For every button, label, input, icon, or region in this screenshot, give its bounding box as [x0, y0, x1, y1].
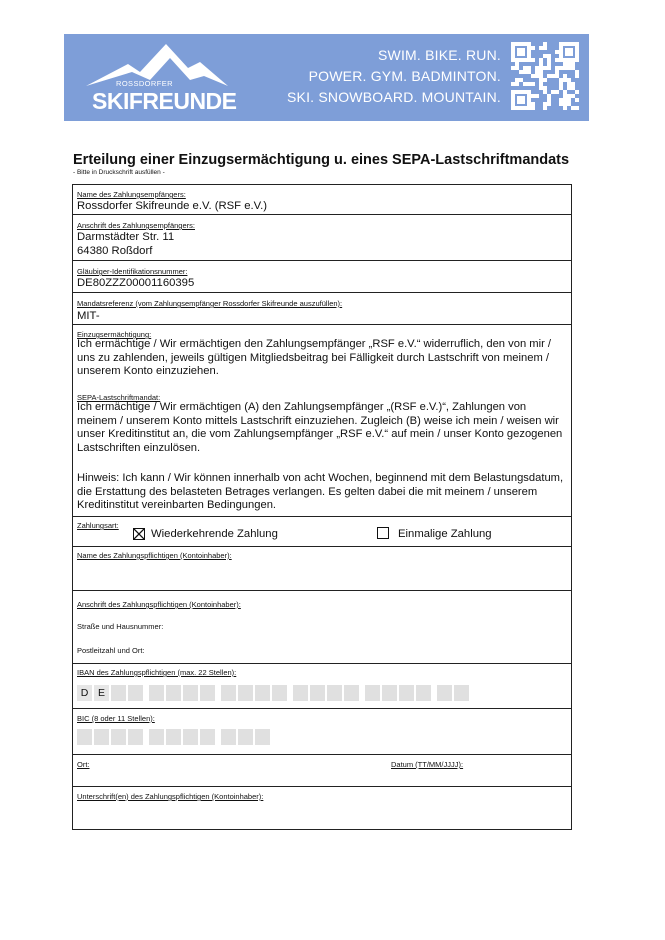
mandate-ref-label: Mandatsreferenz (vom Zahlungsempfänger Rossdorfer Skifreunde auszufüllen):: [77, 299, 343, 308]
creditor-id-label: Gläubiger-Identifikationsnummer:: [77, 267, 188, 276]
payment-type-label: Zahlungsart:: [77, 521, 119, 530]
slogan-line: SKI. SNOWBOARD. MOUNTAIN.: [287, 89, 501, 105]
digit-cell[interactable]: [111, 729, 126, 745]
digit-cell[interactable]: [166, 685, 181, 701]
date-label: Datum (TT/MM/JJJJ):: [391, 760, 464, 769]
mandate-ref-value[interactable]: MIT-: [77, 310, 100, 322]
digit-cell[interactable]: [399, 685, 414, 701]
digit-cell[interactable]: [310, 685, 325, 701]
mandate-form: [72, 184, 572, 830]
logo-big-text: SKIFREUNDE: [92, 88, 237, 114]
digit-cell[interactable]: [365, 685, 380, 701]
place-date-row[interactable]: [73, 755, 571, 787]
payee-address-label: Anschrift des Zahlungsempfängers:: [77, 221, 195, 230]
place-label: Ort:: [77, 760, 90, 769]
digit-cell[interactable]: [416, 685, 431, 701]
payee-name-row: [73, 185, 571, 215]
digit-cell[interactable]: [200, 685, 215, 701]
digit-cell[interactable]: [128, 685, 143, 701]
iban-row: [73, 664, 571, 709]
iban-label: IBAN des Zahlungspflichtigen (max. 22 Stellen):: [77, 668, 237, 677]
digit-cell[interactable]: [437, 685, 452, 701]
sepa-label: SEPA-Lastschriftmandat:: [77, 393, 161, 402]
digit-cell[interactable]: [221, 685, 236, 701]
slogan-line: SWIM. BIKE. RUN.: [378, 47, 501, 63]
bic-row: [73, 709, 571, 755]
digit-cell[interactable]: [221, 729, 236, 745]
payment-type-row: [73, 517, 571, 547]
digit-cell[interactable]: [183, 729, 198, 745]
recurring-payment-checkbox[interactable]: [133, 528, 145, 540]
page-title: Erteilung einer Einzugsermächtigung u. eines SEPA-Lastschriftmandats: [73, 152, 570, 168]
recurring-payment-label: Wiederkehrende Zahlung: [151, 528, 278, 540]
digit-cell[interactable]: D: [77, 685, 92, 701]
digit-cell[interactable]: [327, 685, 342, 701]
one-time-payment-label: Einmalige Zahlung: [398, 528, 492, 540]
one-time-payment-checkbox[interactable]: [377, 527, 389, 539]
club-logo: [78, 40, 237, 118]
creditor-id-value: DE80ZZZ00001160395: [77, 277, 195, 289]
signature-label: Unterschrift(en) des Zahlungspflichtigen (Kontoinhaber):: [77, 792, 264, 801]
digit-cell[interactable]: [94, 729, 109, 745]
digit-cell[interactable]: [382, 685, 397, 701]
mandate-ref-row: [73, 293, 571, 325]
digit-cell[interactable]: [293, 685, 308, 701]
street-label: Straße und Hausnummer:: [77, 622, 164, 631]
payee-address-line2: 64380 Roßdorf: [77, 245, 153, 257]
logo-small-text: ROSSDORFER: [116, 79, 173, 88]
digit-cell[interactable]: [272, 685, 287, 701]
creditor-id-row: [73, 261, 571, 293]
digit-cell[interactable]: [128, 729, 143, 745]
payee-address-line1: Darmstädter Str. 11: [77, 231, 175, 243]
digit-cell[interactable]: [454, 685, 469, 701]
payer-address-label: Anschrift des Zahlungspflichtigen (Kontoinhaber):: [77, 600, 241, 609]
sepa-hint: Hinweis: Ich kann / Wir können innerhalb von acht Wochen, beginnend mit dem Belastungsdatum, die Erstattung des belasteten Betrages verlangen. Es gelten dabei die mit meinem / unserem Kreditinstitut vereinbarten Bedingungen.: [77, 472, 564, 512]
payer-address-row[interactable]: [73, 591, 571, 664]
digit-cell[interactable]: [149, 685, 164, 701]
mandate-text-row: [73, 325, 571, 517]
digit-cell[interactable]: [255, 729, 270, 745]
payee-name-label: Name des Zahlungsempfängers:: [77, 190, 186, 199]
qr-code-icon: [511, 42, 579, 110]
payer-name-row[interactable]: [73, 547, 571, 591]
bic-label: BIC (8 oder 11 Stellen):: [77, 714, 155, 723]
digit-cell[interactable]: [111, 685, 126, 701]
digit-cell[interactable]: [166, 729, 181, 745]
slogans: [287, 45, 501, 108]
digit-cell[interactable]: [77, 729, 92, 745]
digit-cell[interactable]: [149, 729, 164, 745]
header-banner: [64, 34, 589, 121]
authorization-label: Einzugsermächtigung:: [77, 330, 152, 339]
digit-cell[interactable]: [200, 729, 215, 745]
digit-cell[interactable]: [238, 685, 253, 701]
digit-cell[interactable]: [238, 729, 253, 745]
slogan-line: POWER. GYM. BADMINTON.: [308, 68, 501, 84]
digit-cell[interactable]: E: [94, 685, 109, 701]
authorization-text: Ich ermächtige / Wir ermächtigen den Zahlungsempfänger „RSF e.V.“ widerruflich, den von mir / uns zu zahlenden, jeweils gültigen Mitgliedsbeitrag bei Fälligkeit durch Lastschrift von meinem / unserem Konto einzuziehen.: [77, 338, 552, 378]
payer-name-label: Name des Zahlungspflichtigen (Kontoinhaber):: [77, 551, 232, 560]
digit-cell[interactable]: [255, 685, 270, 701]
sepa-text: Ich ermächtige / Wir ermächtigen (A) den Zahlungsempfänger „(RSF e.V.)“, Zahlungen von meinem / unserem Konto mittels Lastschrift einzuziehen. Zugleich (B) weise ich mein / weisen wir unser Kreditinstitut an, die vom Zahlungsempfänger „RSF e.V.“ auf mein / unser Konto gezogenen Lastschriften einzulösen.: [77, 401, 563, 454]
page-subtitle: - Bitte in Druckschrift ausfüllen -: [73, 169, 165, 176]
zip-city-label: Postleitzahl und Ort:: [77, 646, 145, 655]
payee-name-value: Rossdorfer Skifreunde e.V. (RSF e.V.): [77, 200, 268, 212]
digit-cell[interactable]: [183, 685, 198, 701]
digit-cell[interactable]: [344, 685, 359, 701]
signature-row[interactable]: [73, 787, 571, 831]
payee-address-row: [73, 215, 571, 261]
